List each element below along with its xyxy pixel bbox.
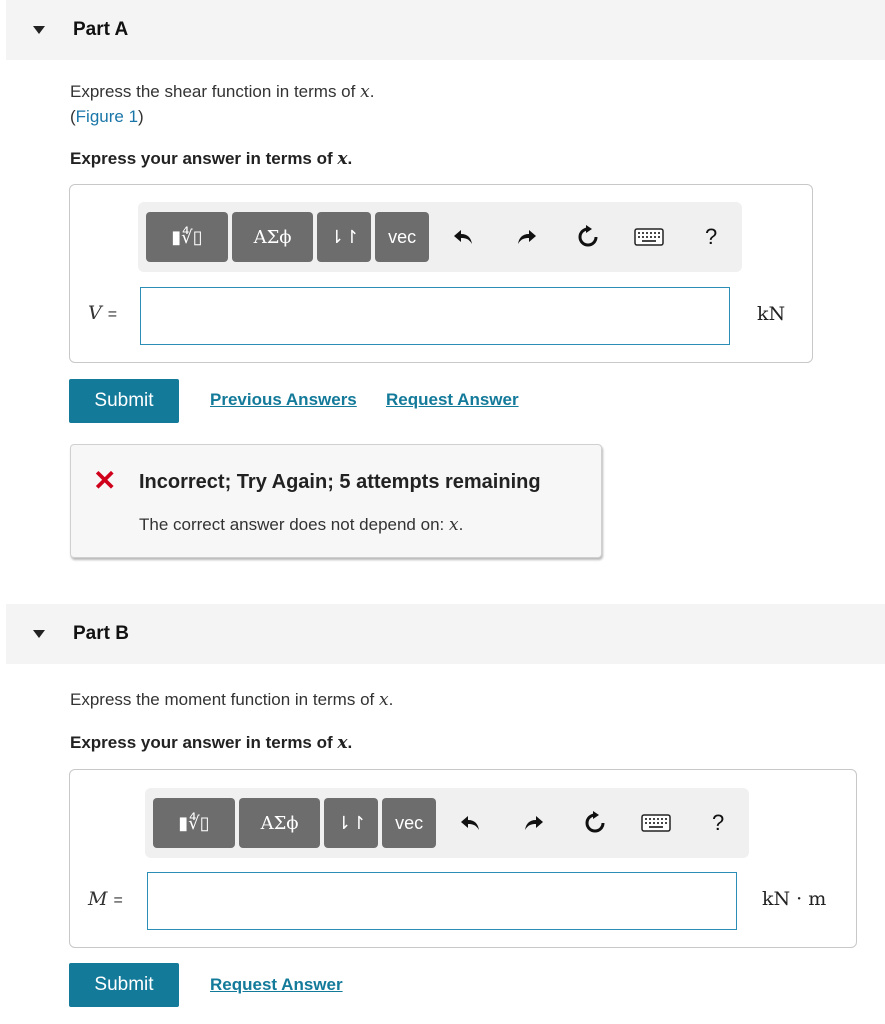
feedback-message-text: The correct answer does not depend on:: [139, 515, 445, 534]
variable-label-v: [88, 302, 117, 324]
greek-symbols-label: ΑΣϕ: [253, 226, 292, 248]
part-a-math-toolbar: [138, 202, 742, 272]
part-b-prompt: Express the moment function in terms of x.: [70, 690, 394, 710]
keyboard-icon[interactable]: [618, 212, 680, 262]
greek-symbols-button[interactable]: [239, 798, 321, 848]
error-x-icon: ✕: [93, 465, 117, 496]
unit-kn: kN: [757, 303, 786, 325]
feedback-title: Incorrect; Try Again; 5 attempts remaining: [139, 471, 541, 493]
help-icon[interactable]: [680, 212, 742, 262]
keyboard-icon[interactable]: [625, 798, 687, 848]
part-b-math-toolbar: [145, 788, 749, 858]
templates-button[interactable]: [146, 212, 228, 262]
part-a-prompt: Express the shear function in terms of x.: [70, 82, 375, 102]
collapse-caret-icon[interactable]: [33, 630, 45, 638]
greek-symbols-button[interactable]: [232, 212, 314, 262]
part-b-submit-button[interactable]: Submit: [69, 963, 179, 1007]
part-a-title: Part A: [73, 19, 129, 40]
shear-answer-input[interactable]: [140, 287, 730, 345]
vector-button[interactable]: [382, 798, 436, 848]
math-variable-x: x: [337, 733, 348, 753]
part-a-instruction-text: Express your answer in terms of: [70, 149, 333, 168]
part-b-prompt-text: Express the moment function in terms of: [70, 690, 375, 709]
feedback-message: The correct answer does not depend on: x.: [139, 515, 464, 535]
part-b-instruction-text: Express your answer in terms of: [70, 733, 333, 752]
variable-v: V: [88, 302, 102, 324]
help-icon[interactable]: [687, 798, 749, 848]
part-b-instruction: Express your answer in terms of x.: [70, 733, 353, 753]
vec-label: vec: [395, 812, 424, 833]
greek-symbols-label: ΑΣϕ: [260, 812, 299, 834]
undo-icon[interactable]: [440, 798, 502, 848]
part-b-title: Part B: [73, 623, 129, 644]
part-a-submit-button[interactable]: Submit: [69, 379, 179, 423]
templates-icon: ▮∜▯: [178, 812, 210, 833]
templates-icon: ▮∜▯: [171, 226, 203, 247]
previous-answers-link[interactable]: Previous Answers: [210, 390, 357, 409]
equals-sign: =: [107, 306, 118, 323]
math-variable-x: x: [360, 82, 370, 102]
figure-paren-open: (: [70, 107, 76, 126]
part-b-answer-box: [69, 769, 857, 948]
part-b-request-answer-link[interactable]: Request Answer: [210, 975, 343, 994]
equals-sign: =: [113, 892, 123, 909]
subscript-superscript-button[interactable]: [317, 212, 371, 262]
part-a-request-answer-link[interactable]: Request Answer: [386, 390, 519, 409]
reset-icon[interactable]: [564, 798, 626, 848]
vec-label: vec: [388, 226, 417, 247]
figure-paren-close: ): [138, 107, 144, 126]
variable-label-m: [88, 888, 123, 910]
unit-kn-m: kN · m: [762, 888, 827, 910]
figure-1-link[interactable]: Figure 1: [75, 107, 139, 126]
arrows-icon: ⇂↾: [329, 226, 360, 247]
undo-icon[interactable]: [433, 212, 495, 262]
math-variable-x: x: [378, 690, 389, 710]
redo-icon[interactable]: [502, 798, 564, 848]
templates-button[interactable]: [153, 798, 235, 848]
reset-icon[interactable]: [557, 212, 619, 262]
vector-button[interactable]: [375, 212, 429, 262]
part-a-instruction: Express your answer in terms of x.: [70, 149, 353, 169]
feedback-panel: [70, 444, 602, 558]
help-label: ?: [704, 224, 718, 249]
part-b-header[interactable]: [6, 604, 885, 664]
part-a-header[interactable]: [6, 0, 885, 60]
arrows-icon: ⇂↾: [336, 812, 367, 833]
part-a-prompt-text: Express the shear function in terms of: [70, 82, 356, 101]
math-variable-x: x: [337, 149, 348, 169]
subscript-superscript-button[interactable]: [324, 798, 378, 848]
variable-m: M: [88, 888, 108, 910]
redo-icon[interactable]: [495, 212, 557, 262]
collapse-caret-icon[interactable]: [33, 26, 45, 34]
moment-answer-input[interactable]: [147, 872, 737, 930]
part-a-answer-box: [69, 184, 813, 363]
help-label: ?: [711, 810, 725, 835]
math-variable-x: x: [448, 515, 459, 535]
figure-reference: [70, 107, 144, 127]
